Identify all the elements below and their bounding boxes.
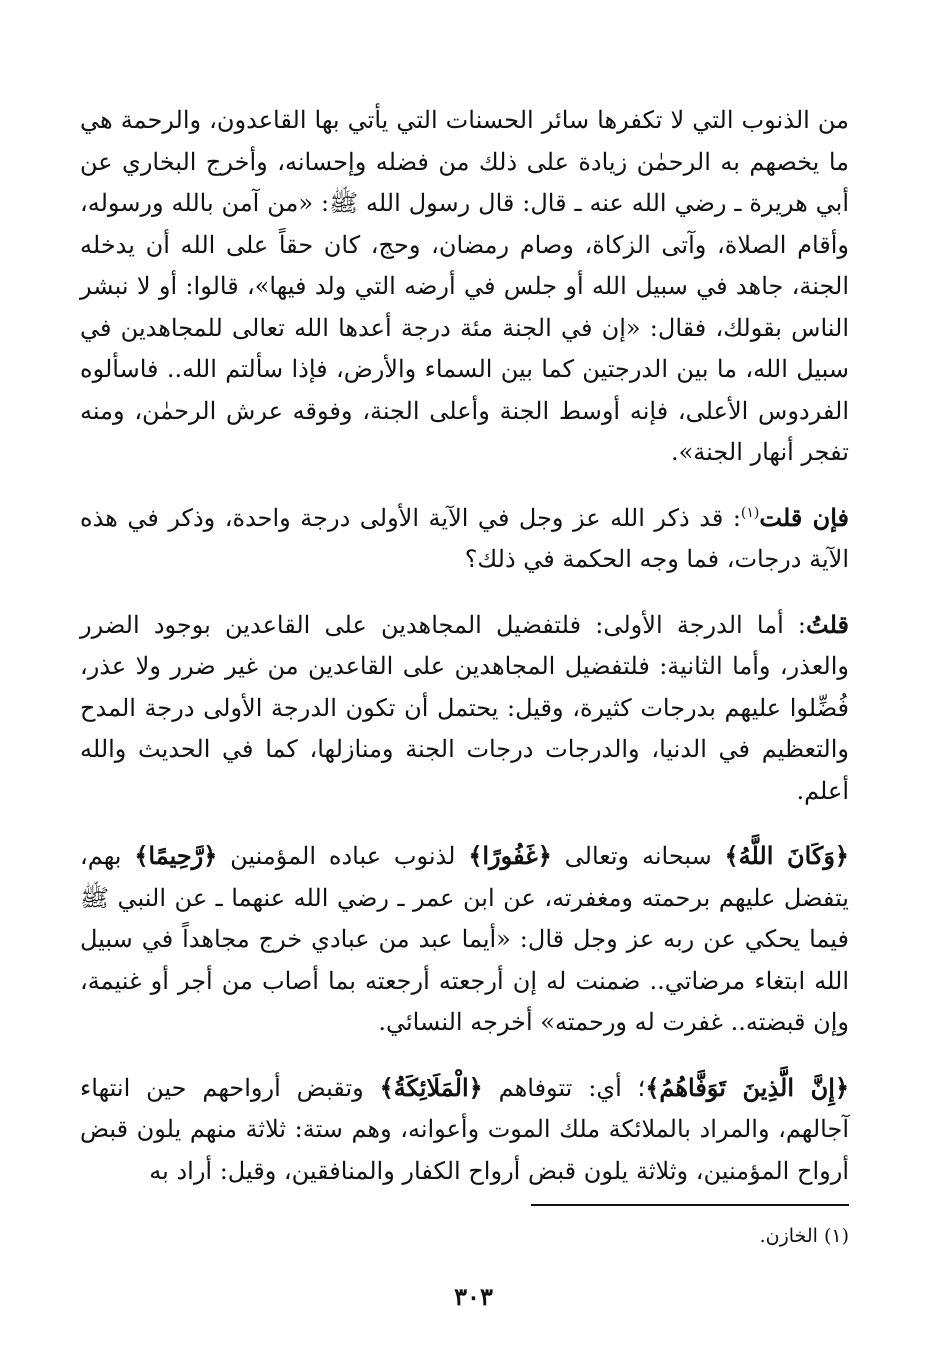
paragraph-3-lead: قلتُ [806, 609, 850, 639]
page-number: ٣٠٣ [454, 1282, 493, 1311]
quran-quote-4: ﴿إِنَّ الَّذِينَ تَوَفَّاهُمُ﴾ [645, 1072, 850, 1102]
paragraph-1 [80, 100, 849, 474]
footnote-marker: (١) [823, 1225, 849, 1247]
paragraph-2-text: : قد ذكر الله عز وجل في الآية الأولى درجة واحدة، وذكر في هذه الآية درجات، فما وجه الحكمة في ذلك؟ [80, 503, 849, 573]
paragraph-4 [80, 835, 849, 1044]
quran-quote-3: ﴿رَّحِيمًا﴾ [134, 841, 218, 870]
quran-quote-5: ﴿الْمَلَائِكَةُ﴾ [379, 1072, 483, 1102]
paragraph-2 [80, 497, 849, 581]
footnote-text: الخازن. [759, 1225, 818, 1247]
paragraph-3-text: : أما الدرجة الأولى: فلتفضيل المجاهدين على القاعدين بوجود الضرر والعذر، وأما الثانية: فلتفضيل المجاهدين على القاعدين من غير ضرر ولا عذر، فُضِّلوا عليهم بدرجات كثيرة، وقيل: يحتمل أن تكون الدرجة الأولى درجة المدح والتعظيم في الدنيا، والدرجات درجات الجنة ومنازلها، كما في الحديث والله أعلم. [80, 610, 849, 805]
quran-quote-2: ﴿غَفُورًا﴾ [468, 841, 552, 870]
page-body [80, 100, 849, 1192]
paragraph-3 [80, 604, 849, 813]
paragraph-2-lead: فإن قلت [759, 502, 849, 532]
quran-quote-1: ﴿وَكَانَ اللَّهُ﴾ [724, 841, 849, 870]
paragraph-5-text-2: وتقبض أرواحهم حين انتهاء آجالهم، والمراد بالملائكة ملك الموت وأعوانه، وهم ستة: ثلاثة منهم يلون قبض أرواح المؤمنين، وثلاثة يلون قبض أرواح الكفار والمنافقين، وقيل: أراد به [80, 1073, 849, 1185]
paragraph-5 [80, 1067, 849, 1193]
paragraph-4-text-3: بهم، يتفضل عليهم برحمته ومغفرته، عن ابن عمر ـ رضي الله عنهما ـ عن النبي ﷺ فيما يحكي عن ربه عز وجل قال: «أيما عبد من عبادي خرج مجاهداً في سبيل الله ابتغاء مرضاتي.. ضمنت له إن أرجعته أرجعته بما أصاب من أجر أو غنيمة، وإن قبضته.. غفرت له ورحمته» أخرجه النسائي. [80, 842, 849, 1036]
paragraph-4-text-1: سبحانه وتعالى [551, 842, 725, 870]
footnote [760, 1222, 849, 1250]
footnote-divider [531, 1204, 849, 1206]
paragraph-4-text-2: لذنوب عباده المؤمنين [217, 842, 469, 870]
paragraph-5-text-1: ؛ أي: تتوفاهم [482, 1073, 646, 1102]
paragraph-1-text: من الذنوب التي لا تكفرها سائر الحسنات التي يأتي بها القاعدون، والرحمة هي ما يخصهم به الرحمٰن زيادة على ذلك من فضله وإحسانه، وأخرج البخاري عن أبي هريرة ـ رضي الله عنه ـ قال: قال رسول الله ﷺ: «من آمن بالله ورسوله، وأقام الصلاة، وآتى الزكاة، وصام رمضان، وحج، كان حقاً على الله أن يدخله الجنة، جاهد في سبيل الله أو جلس في أرضه التي ولد فيها»، قالوا: أو لا نبشر الناس بقولك، فقال: «إن في الجنة مئة درجة أعدها الله تعالى للمجاهدين في سبيل الله، ما بين الدرجتين كما بين السماء والأرض، فإذا سألتم الله.. فاسألوه الفردوس الأعلى، فإنه أوسط الجنة وأعلى الجنة، وفوقه عرش الرحمٰن، ومنه تفجر أنهار الجنة». [80, 106, 849, 466]
footnote-reference: (١) [740, 504, 760, 521]
